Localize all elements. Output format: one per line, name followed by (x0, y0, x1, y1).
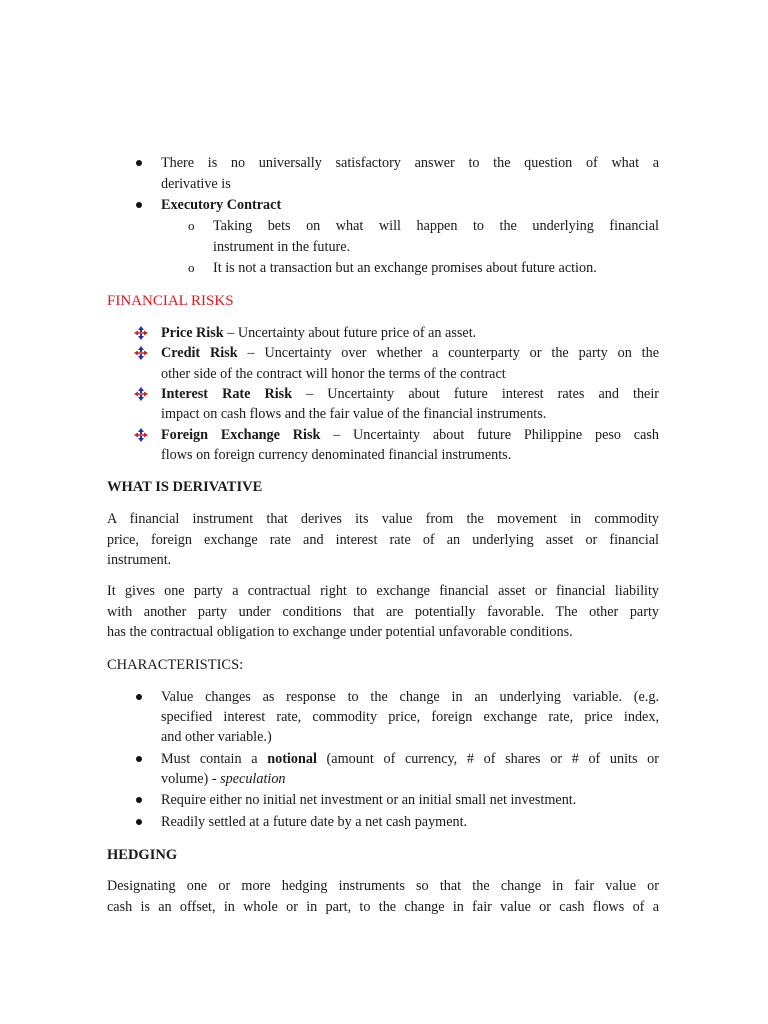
bullet-dot (136, 819, 142, 825)
derivative-para-2-line-2: with another party under conditions that are potentially favorable. The other party (107, 604, 659, 620)
four-way-arrow-icon (134, 346, 148, 360)
hedging-heading: HEDGING (107, 847, 178, 863)
risk-item-4-line-1: Foreign Exchange Risk – Uncertainty about future Philippine peso cash (161, 427, 659, 443)
sub-item-1-line-2: instrument in the future. (213, 239, 351, 255)
characteristics-bullet-1-line-1: Value changes as response to the change in an underlying variable. (e.g. (161, 689, 659, 705)
derivative-para-1-line-1: A financial instrument that derives its value from the movement in commodity (107, 511, 659, 527)
what-is-derivative-heading: WHAT IS DERIVATIVE (107, 479, 263, 495)
bullet-dot (136, 756, 142, 762)
bullet-dot (136, 694, 142, 700)
characteristics-bullet-4: Readily settled at a future date by a net cash payment. (161, 814, 468, 830)
risk-item-3-line-1: Interest Rate Risk – Uncertainty about future interest rates and their (161, 386, 660, 402)
sub-item-2: It is not a transaction but an exchange promises about future action. (213, 260, 597, 276)
four-way-arrow-icon (134, 428, 148, 442)
four-way-arrow-icon (134, 326, 148, 340)
risk-item-2-line-1: Credit Risk – Uncertainty over whether a counterparty or the party on the (161, 345, 659, 361)
derivative-para-2-line-3: has the contractual obligation to exchange under potential unfavorable conditions. (107, 624, 573, 640)
four-way-arrow-icon (134, 387, 148, 401)
risk-item-3-line-2: impact on cash flows and the fair value of the financial instruments. (161, 406, 547, 422)
characteristics-bullet-2-line-1: Must contain a notional (amount of currency, # of shares or # of units or (161, 751, 659, 767)
bullet-dot (136, 202, 142, 208)
derivative-para-2-line-1: It gives one party a contractual right to exchange financial asset or financial liability (107, 583, 659, 599)
sub-item-1-line-1: Taking bets on what will happen to the underlying financial (213, 218, 659, 234)
sub-bullet-marker: o (188, 260, 195, 275)
hedging-line-2: cash is an offset, in whole or in part, to the change in fair value or cash flows of a (107, 899, 659, 915)
characteristics-bullet-1-line-2: specified interest rate, commodity price, foreign exchange rate, price index, (161, 709, 659, 725)
characteristics-bullet-1-line-3: and other variable.) (161, 729, 272, 745)
characteristics-bullet-3: Require either no initial net investment or an initial small net investment. (161, 792, 577, 808)
characteristics-bullet-2-line-2: volume) - speculation (161, 771, 286, 787)
sub-bullet-marker: o (188, 218, 195, 233)
characteristics-heading: CHARACTERISTICS: (107, 657, 244, 673)
bullet-dot (136, 160, 142, 166)
risk-item-2-line-2: other side of the contract will honor the terms of the contract (161, 366, 506, 382)
intro-bullet-2: Executory Contract (161, 197, 282, 213)
derivative-para-1-line-3: instrument. (107, 552, 172, 568)
financial-risks-heading: FINANCIAL RISKS (107, 293, 234, 309)
intro-bullet-1-line-1: There is no universally satisfactory answer to the question of what a (161, 155, 659, 171)
intro-bullet-1-line-2: derivative is (161, 176, 231, 192)
bullet-dot (136, 797, 142, 803)
derivative-para-1-line-2: price, foreign exchange rate and interest rate of an underlying asset or financial (107, 532, 659, 548)
risk-item-1: Price Risk – Uncertainty about future price of an asset. (161, 325, 477, 341)
risk-item-4-line-2: flows on foreign currency denominated financial instruments. (161, 447, 512, 463)
hedging-line-1: Designating one or more hedging instruments so that the change in fair value or (107, 878, 659, 894)
